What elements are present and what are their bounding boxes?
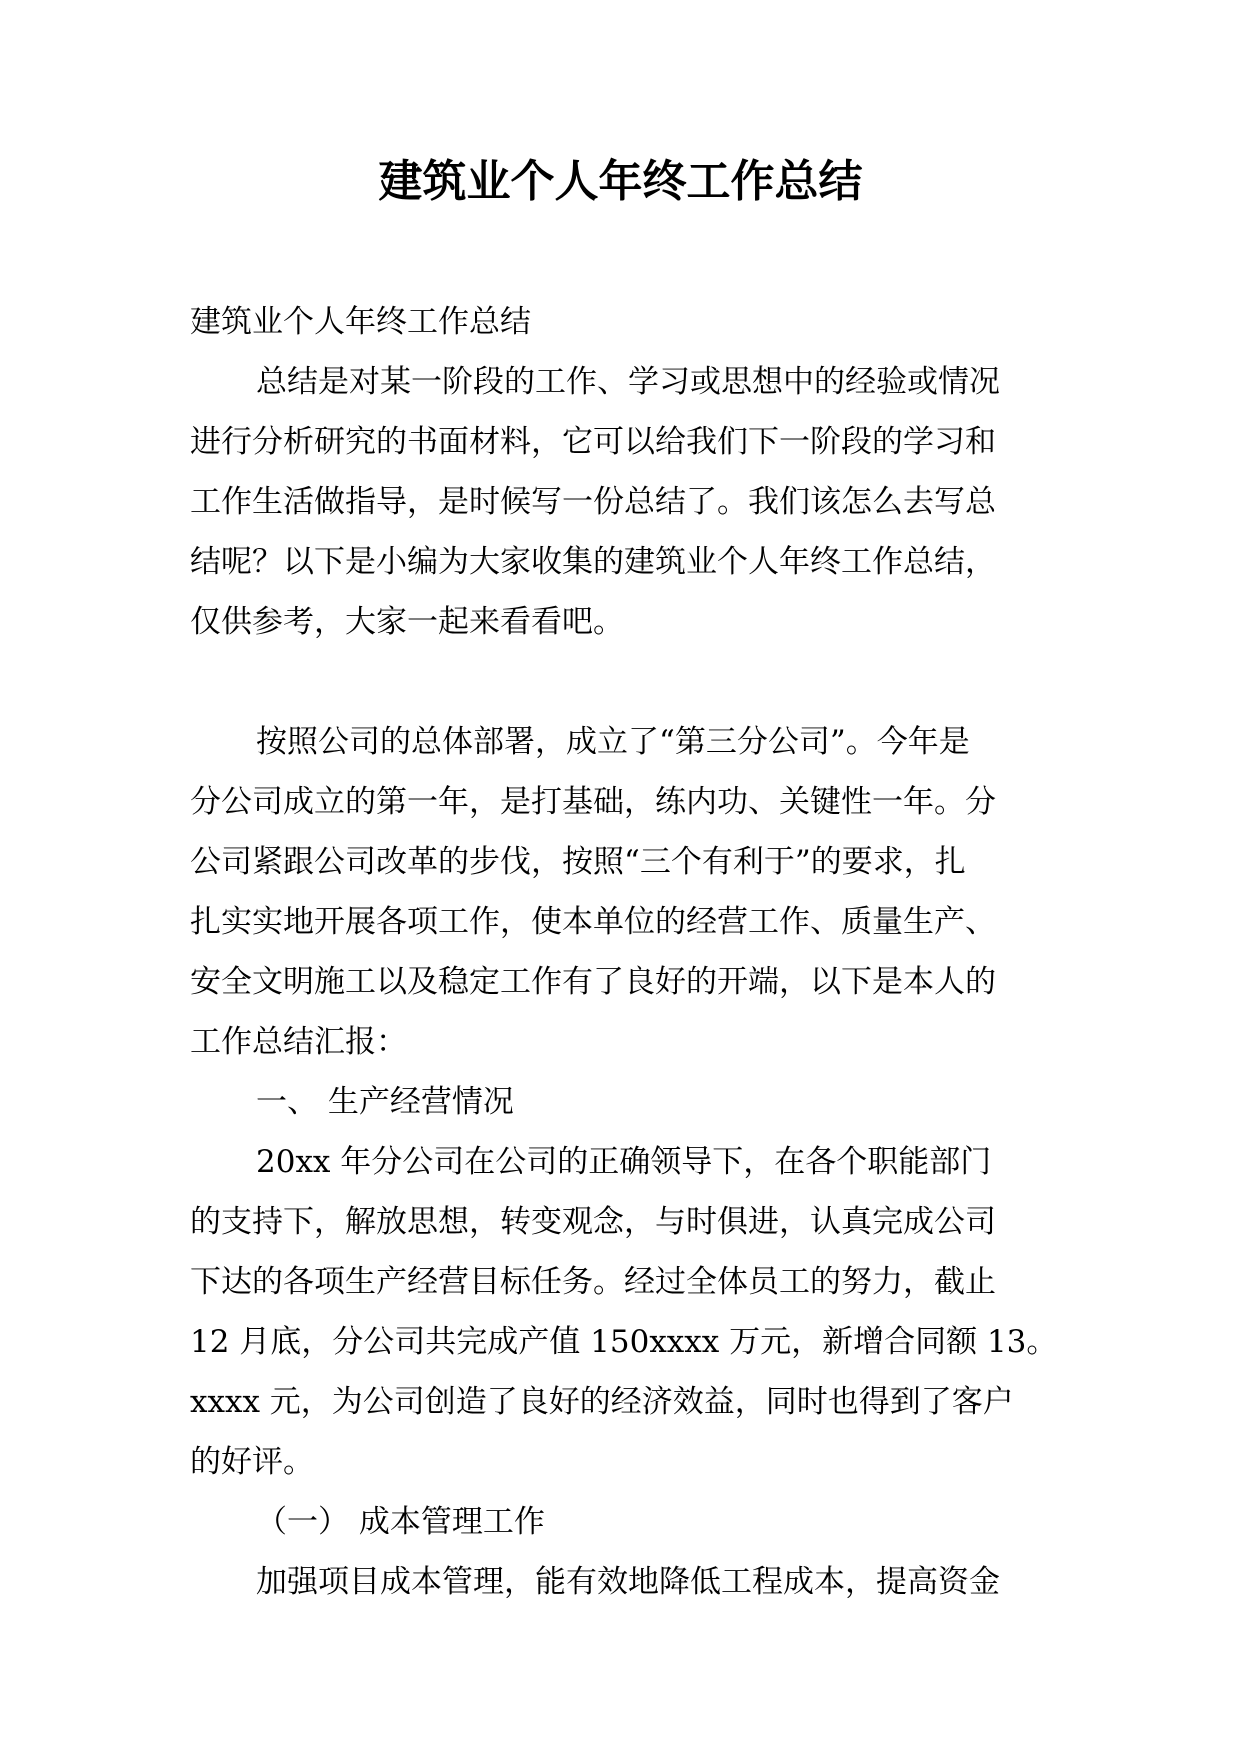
section-heading: 一、 生产经营情况	[256, 1084, 514, 1120]
paragraph-line: 的好评。	[190, 1444, 314, 1480]
paragraph-line: 分公司成立的第一年，是打基础，练内功、关键性一年。分	[190, 784, 996, 820]
paragraph-line: 仅供参考，大家一起来看看吧。	[190, 604, 624, 640]
paragraph-line: xxxx 元，为公司创造了良好的经济效益，同时也得到了客户	[190, 1384, 1014, 1420]
paragraph-line: 安全文明施工以及稳定工作有了良好的开端，以下是本人的	[190, 964, 996, 1000]
paragraph-line: 按照公司的总体部署，成立了“第三分公司”。今年是	[256, 724, 970, 760]
body-heading: 建筑业个人年终工作总结	[190, 304, 531, 340]
paragraph-line: 工作总结汇报：	[190, 1024, 407, 1060]
subsection-heading: （一） 成本管理工作	[256, 1504, 545, 1540]
paragraph-line: 加强项目成本管理，能有效地降低工程成本，提高资金	[256, 1564, 1000, 1600]
paragraph-line: 工作生活做指导，是时候写一份总结了。我们该怎么去写总	[190, 484, 996, 520]
document-body	[190, 292, 1060, 1612]
paragraph-spacer	[190, 652, 1060, 712]
paragraph-line: 扎实实地开展各项工作，使本单位的经营工作、质量生产、	[190, 904, 996, 940]
paragraph-line: 进行分析研究的书面材料，它可以给我们下一阶段的学习和	[190, 424, 996, 460]
paragraph-line: 结呢？以下是小编为大家收集的建筑业个人年终工作总结，	[190, 544, 996, 580]
paragraph-line: 12 月底，分公司共完成产值 150xxxx 万元，新增合同额 13。	[190, 1324, 1058, 1360]
paragraph-line: 公司紧跟公司改革的步伐，按照“三个有利于”的要求，扎	[190, 844, 966, 880]
paragraph-line: 总结是对某一阶段的工作、学习或思想中的经验或情况	[256, 364, 1000, 400]
document-title: 建筑业个人年终工作总结	[378, 156, 863, 207]
paragraph-line: 的支持下，解放思想，转变观念，与时俱进，认真完成公司	[190, 1204, 996, 1240]
paragraph-line: 20xx 年分公司在公司的正确领导下，在各个职能部门	[256, 1144, 992, 1180]
paragraph-line: 下达的各项生产经营目标任务。经过全体员工的努力，截止	[190, 1264, 996, 1300]
